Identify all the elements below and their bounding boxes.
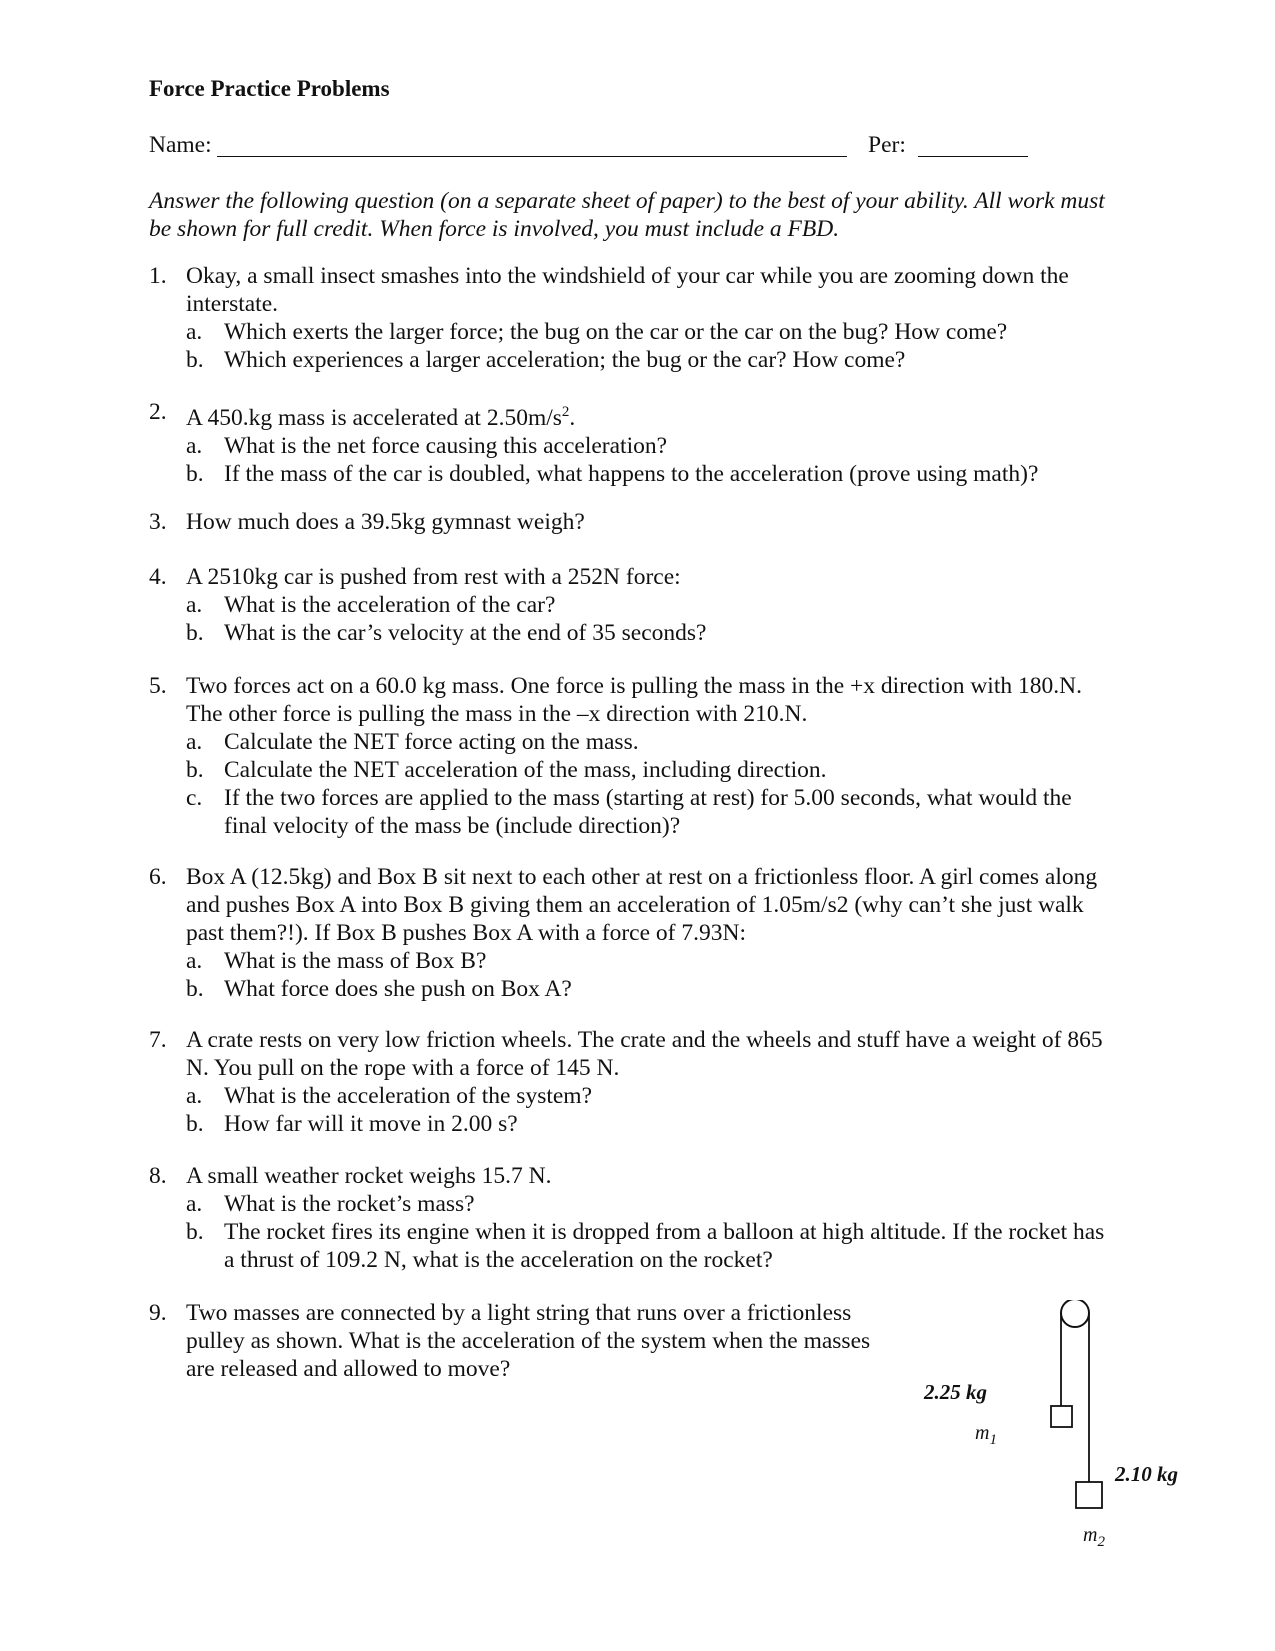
instructions: Answer the following question (on a separate sheet of paper) to the best of your ability. All work must be shown for full credit. When force is involved, you must include a FBD. (149, 188, 1105, 242)
part-text: What is the acceleration of the system? (224, 1083, 593, 1109)
mass-2-value: 2.10 kg (1115, 1462, 1178, 1486)
mass-1-value: 2.25 kg (924, 1380, 987, 1404)
question-part (186, 318, 1119, 346)
question-part (186, 975, 1119, 1003)
question-number: 7. (149, 1027, 167, 1053)
question-part (186, 728, 1119, 756)
part-text: If the two forces are applied to the mass (starting at rest) for 5.00 seconds, what would the final velocity of the mass be (include direction)? (224, 785, 1072, 839)
question-2 (149, 398, 1119, 488)
mass-2-box (1076, 1482, 1102, 1508)
question-number: 4. (149, 564, 167, 590)
question-text: A small weather rocket weighs 15.7 N. (186, 1163, 552, 1189)
question-5 (149, 672, 1119, 840)
name-label: Name: (149, 132, 212, 158)
question-8 (149, 1162, 1119, 1274)
part-text: Which experiences a larger acceleration; the bug or the car? How come? (224, 347, 906, 373)
question-number: 1. (149, 263, 167, 289)
part-letter: a. (186, 319, 203, 345)
question-part (186, 1110, 1119, 1138)
part-letter: a. (186, 1191, 203, 1217)
question-text: A 2510kg car is pushed from rest with a 252N force: (186, 564, 681, 590)
part-letter: b. (186, 460, 204, 487)
question-4 (149, 563, 1119, 647)
part-text: How far will it move in 2.00 s? (224, 1111, 518, 1137)
name-blank (217, 132, 847, 157)
part-letter: b. (186, 620, 204, 646)
part-text: What is the net force causing this acceleration? (224, 432, 668, 459)
mass-1-box (1051, 1406, 1072, 1427)
part-letter: a. (186, 729, 203, 755)
part-text: What is the acceleration of the car? (224, 592, 556, 618)
question-part (186, 460, 1119, 488)
part-letter: a. (186, 948, 203, 974)
question-text: Box A (12.5kg) and Box B sit next to each other at rest on a frictionless floor. A girl comes along and pushes Box A into Box B giving them an acceleration of 1.05m/s2 (why can’t she just walk past them?!). If Box B pushes Box A with a force of 7.93N: (186, 864, 1098, 946)
part-letter: b. (186, 976, 204, 1002)
page-title: Force Practice Problems (149, 76, 390, 101)
part-text: If the mass of the car is doubled, what happens to the acceleration (prove using math)? (224, 460, 1039, 487)
question-part (186, 591, 1119, 619)
part-text: Which exerts the larger force; the bug on the car or the car on the bug? How come? (224, 319, 1008, 345)
part-text: What is the car’s velocity at the end of 35 seconds? (224, 620, 707, 646)
pulley-diagram (924, 1300, 1190, 1600)
question-number: 8. (149, 1163, 167, 1189)
part-text: Calculate the NET acceleration of the mass, including direction. (224, 757, 827, 783)
question-7 (149, 1026, 1119, 1138)
part-text: What is the rocket’s mass? (224, 1191, 475, 1217)
question-number: 6. (149, 864, 167, 890)
part-letter: c. (186, 785, 203, 811)
part-text: Calculate the NET force acting on the mass. (224, 729, 639, 755)
question-part (186, 1218, 1119, 1274)
part-letter: b. (186, 757, 204, 783)
part-letter: a. (186, 592, 203, 618)
question-text: A crate rests on very low friction wheels. The crate and the wheels and stuff have a weight of 865 N. You pull on the rope with a force of 145 N. (186, 1027, 1103, 1081)
part-text: What force does she push on Box A? (224, 976, 572, 1002)
question-text: Two masses are connected by a light string that runs over a frictionless pulley as shown. What is the acceleration of the system when the masses are released and allowed to move? (186, 1300, 871, 1382)
part-letter: b. (186, 347, 204, 373)
question-number: 9. (149, 1300, 167, 1326)
pulley-figure (930, 1300, 1190, 1600)
question-part (186, 784, 1119, 840)
question-part (186, 432, 1119, 460)
mass-2-symbol: $m_2$ (1083, 1524, 1105, 1550)
pulley-wheel (1061, 1300, 1089, 1327)
question-part (186, 619, 1119, 647)
question-part (186, 1190, 1119, 1218)
superscript: 2 (561, 404, 570, 420)
question-6 (149, 863, 1119, 1003)
period-blank (918, 132, 1028, 157)
part-text: The rocket fires its engine when it is dropped from a balloon at high altitude. If the rocket has a thrust of 109.2 N, what is the acceleration on the rocket? (224, 1219, 1105, 1273)
question-1 (149, 262, 1119, 374)
question-part (186, 346, 1119, 374)
question-text: Two forces act on a 60.0 kg mass. One force is pulling the mass in the +x direction with 180.N. The other force is pulling the mass in the –x direction with 210.N. (186, 673, 1082, 727)
question-part (186, 1082, 1119, 1110)
question-9 (149, 1299, 889, 1383)
period-label: Per: (868, 132, 906, 158)
part-letter: a. (186, 432, 203, 459)
question-number: 5. (149, 673, 167, 699)
question-number: 3. (149, 509, 167, 535)
question-text: How much does a 39.5kg gymnast weigh? (186, 509, 585, 535)
question-3 (149, 508, 1119, 536)
part-letter: a. (186, 1083, 203, 1109)
mass-1-symbol: $m_1$ (975, 1422, 997, 1448)
question-part (186, 947, 1119, 975)
question-number: 2. (149, 399, 167, 425)
part-text: What is the mass of Box B? (224, 948, 487, 974)
question-part (186, 756, 1119, 784)
part-letter: b. (186, 1219, 204, 1245)
question-text: A 450.kg mass is accelerated at $2.50m/s^2$. (186, 404, 576, 431)
part-letter: b. (186, 1111, 204, 1137)
question-text: Okay, a small insect smashes into the windshield of your car while you are zooming down the interstate. (186, 263, 1069, 317)
